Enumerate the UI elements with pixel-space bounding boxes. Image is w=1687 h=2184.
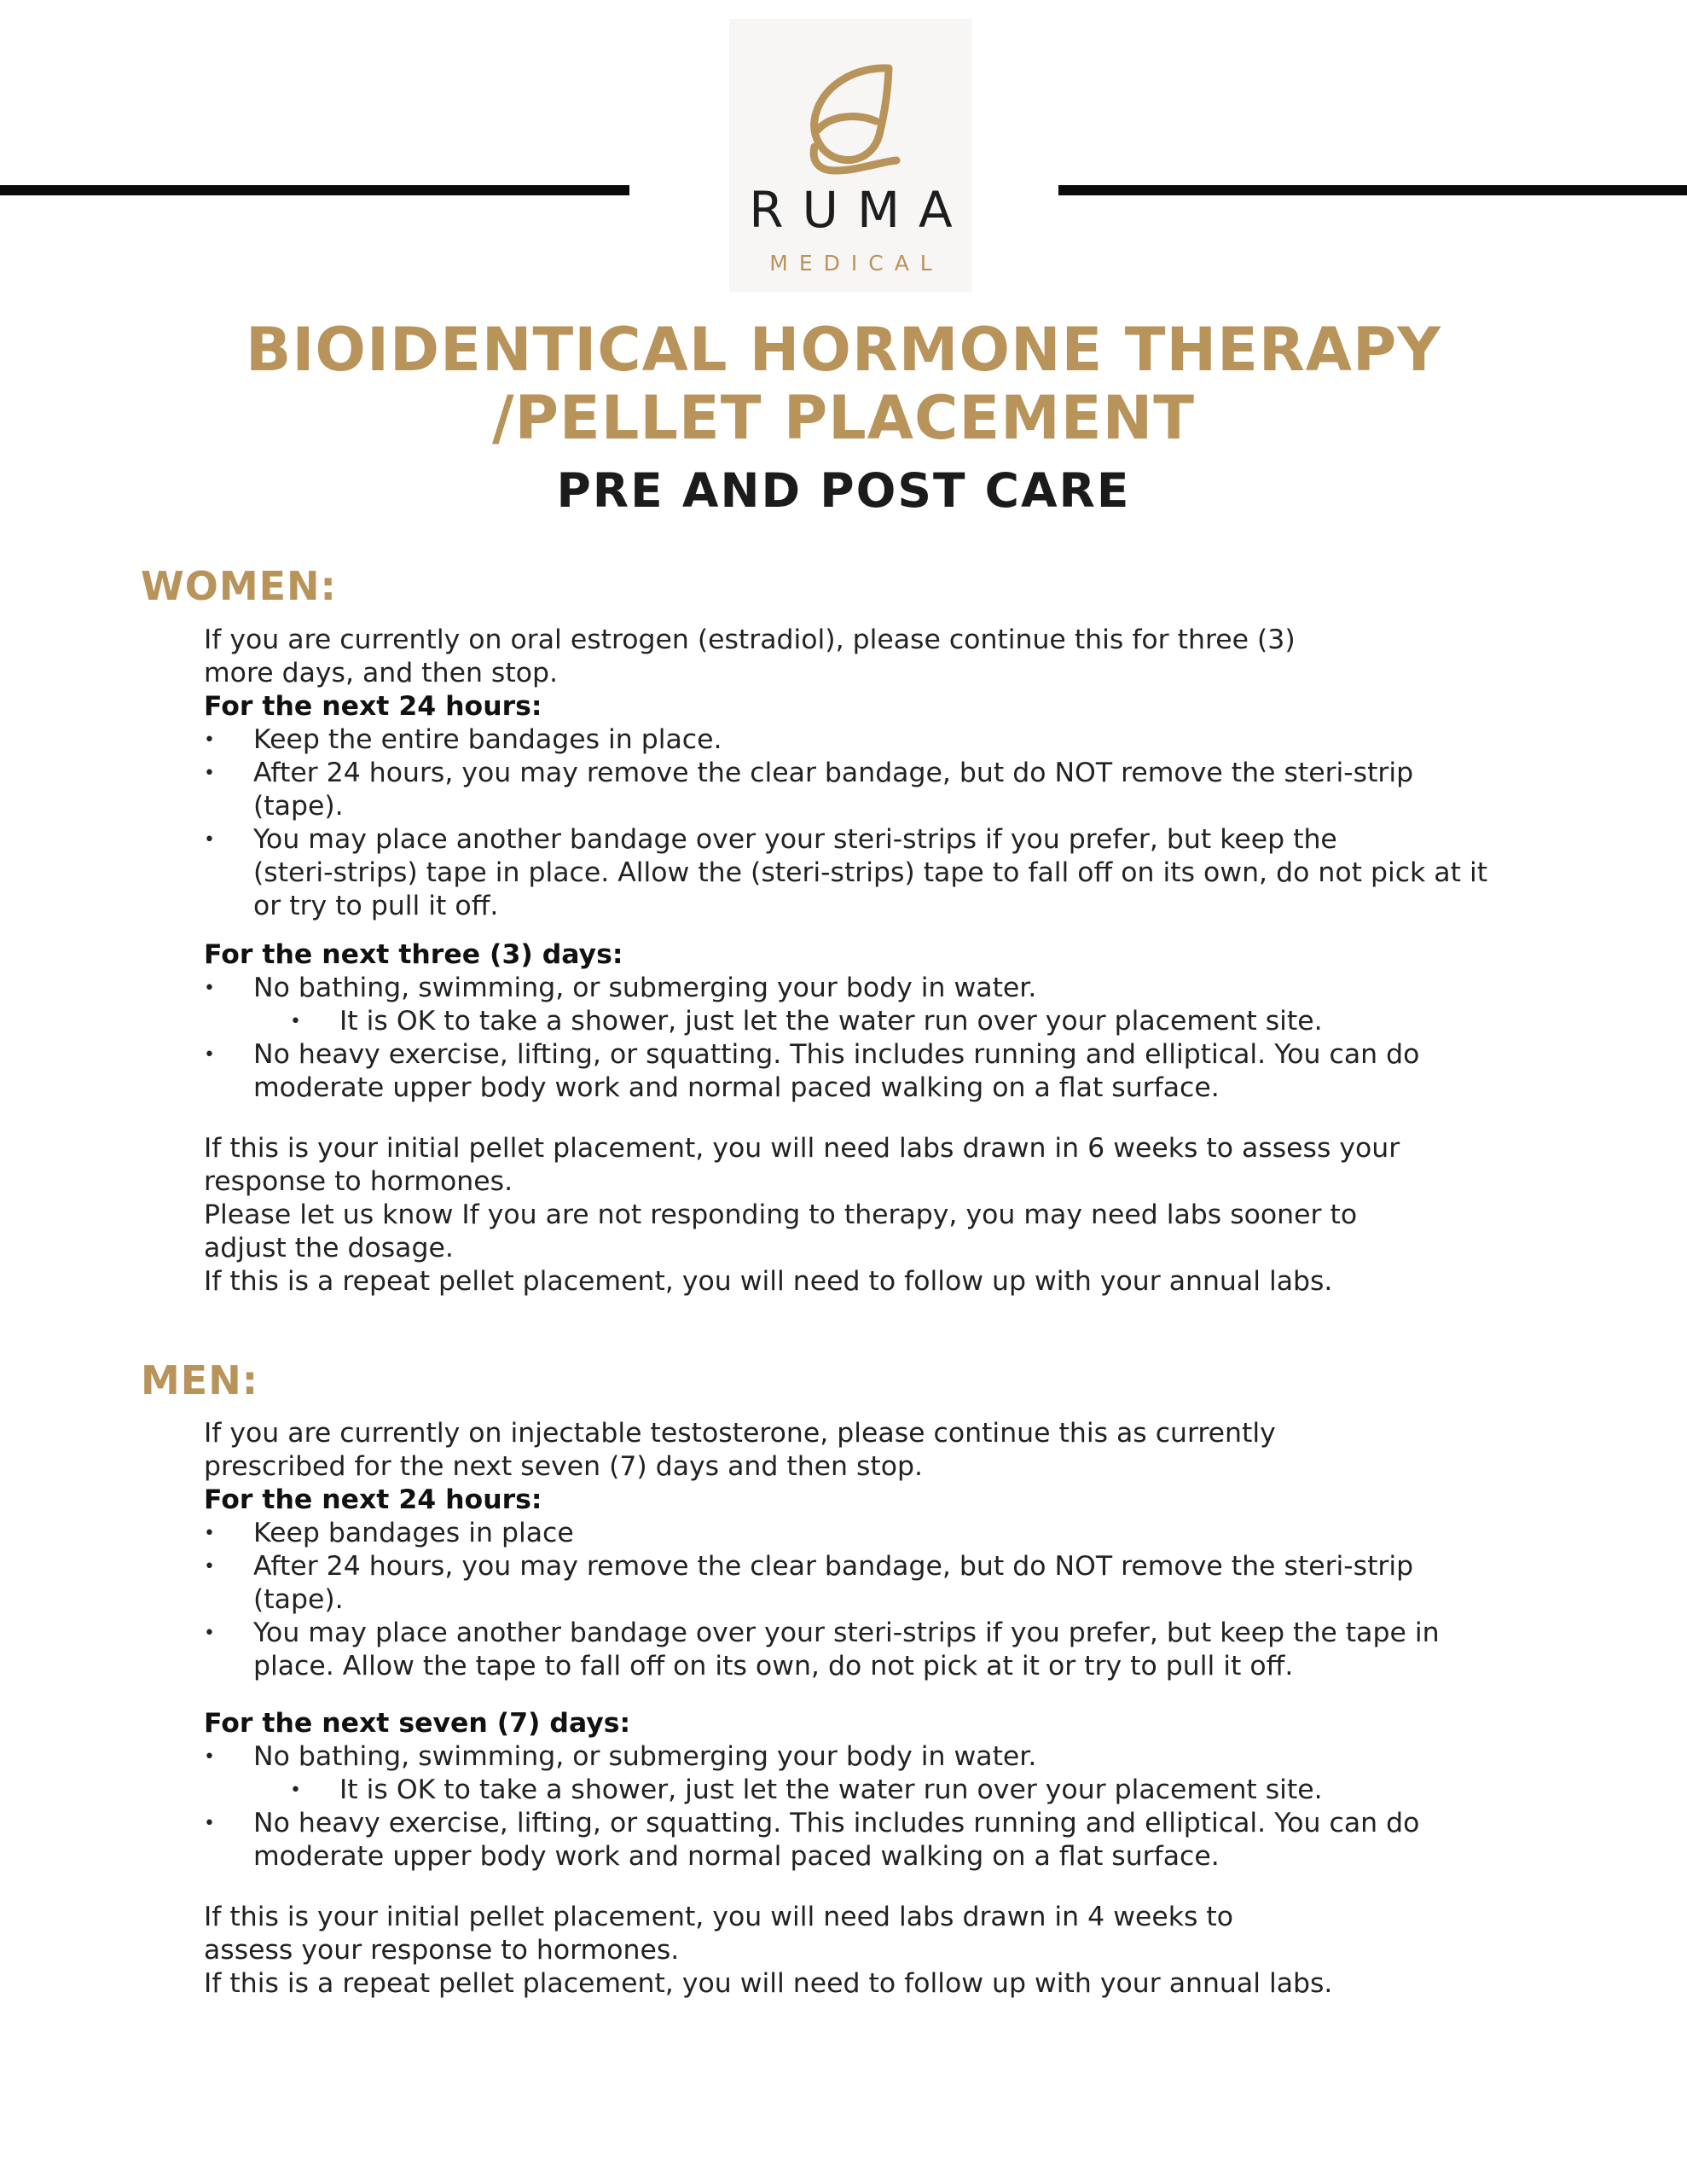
title-line-2: /PELLET PLACEMENT	[492, 383, 1195, 453]
list-item: • Keep bandages in place	[204, 1517, 1500, 1550]
men-24h-heading: For the next 24 hours:	[204, 1484, 542, 1515]
list-item: • No heavy exercise, lifting, or squatting. This includes running and elliptical. You can do moderate upper body work and normal paced walking on a flat surface.	[204, 1807, 1500, 1873]
men-intro-line: prescribed for the next seven (7) days and then stop.	[204, 1451, 924, 1482]
document-subtitle: PRE AND POST CARE	[556, 463, 1131, 518]
women-intro-line: more days, and then stop.	[204, 658, 558, 688]
header-rule-right	[1058, 185, 1687, 195]
women-closing	[204, 1132, 1500, 1298]
list-item: • Keep the entire bandages in place.	[204, 723, 1500, 757]
closing-line: adjust the dosage.	[204, 1233, 454, 1263]
list-item: • After 24 hours, you may remove the clear bandage, but do NOT remove the steri-strip (tape).	[204, 757, 1500, 823]
women-section	[204, 624, 1500, 1298]
list-item: • No heavy exercise, lifting, or squatting. This includes running and elliptical. You can do moderate upper body work and normal paced walking on a flat surface.	[204, 1038, 1500, 1105]
list-item: • You may place another bandage over your steri-strips if you prefer, but keep the tape in place. Allow the tape to fall off on its own, do not pick at it or try to pull it off.	[204, 1617, 1500, 1683]
leaf-logo-icon	[729, 34, 972, 183]
closing-line: If this is your initial pellet placement, you will need labs drawn in 4 weeks to	[204, 1902, 1234, 1932]
men-heading: MEN:	[141, 1357, 259, 1403]
list-item: • You may place another bandage over your steri-strips if you prefer, but keep the (steri-strips) tape in place. Allow the (steri-strips) tape to fall off on its own, do not pick at it or try to pull it off.	[204, 823, 1500, 923]
men-days-heading: For the next seven (7) days:	[204, 1708, 631, 1739]
closing-line: response to hormones.	[204, 1166, 513, 1197]
closing-line: If this is a repeat pellet placement, you will need to follow up with your annual labs.	[204, 1266, 1333, 1297]
women-24h-list	[204, 723, 1500, 923]
header-rule-left	[0, 185, 629, 195]
document-title	[0, 316, 1687, 520]
logo	[729, 19, 972, 292]
women-intro-line: If you are currently on oral estrogen (estradiol), please continue this for three (3)	[204, 624, 1296, 655]
women-days-list	[204, 972, 1500, 1105]
list-item: • No bathing, swimming, or submerging your body in water.	[204, 1740, 1500, 1774]
list-item: • After 24 hours, you may remove the clear bandage, but do NOT remove the steri-strip (tape).	[204, 1550, 1500, 1617]
men-intro-line: If you are currently on injectable testosterone, please continue this as currently	[204, 1418, 1276, 1449]
nested-list-item: • It is OK to take a shower, just let the water run over your placement site.	[204, 1005, 1500, 1038]
title-line-1: BIOIDENTICAL HORMONE THERAPY	[246, 315, 1441, 385]
closing-line: Please let us know If you are not responding to therapy, you may need labs sooner to	[204, 1199, 1358, 1230]
logo-wordmark: RUMA	[749, 181, 971, 239]
women-24h-heading: For the next 24 hours:	[204, 691, 542, 722]
closing-line: If this is your initial pellet placement, you will need labs drawn in 6 weeks to assess your	[204, 1133, 1400, 1164]
list-item: • No bathing, swimming, or submerging your body in water.	[204, 972, 1500, 1005]
closing-line: assess your response to hormones.	[204, 1935, 680, 1966]
logo-subtitle: MEDICAL	[769, 251, 943, 276]
men-section	[204, 1417, 1500, 2001]
men-24h-list	[204, 1517, 1500, 1683]
men-days-list	[204, 1740, 1500, 1873]
men-closing	[204, 1901, 1500, 2001]
women-heading: WOMEN:	[141, 563, 337, 609]
women-days-heading: For the next three (3) days:	[204, 939, 623, 970]
nested-list-item: • It is OK to take a shower, just let the water run over your placement site.	[204, 1774, 1500, 1807]
closing-line: If this is a repeat pellet placement, you will need to follow up with your annual labs.	[204, 1968, 1333, 1999]
